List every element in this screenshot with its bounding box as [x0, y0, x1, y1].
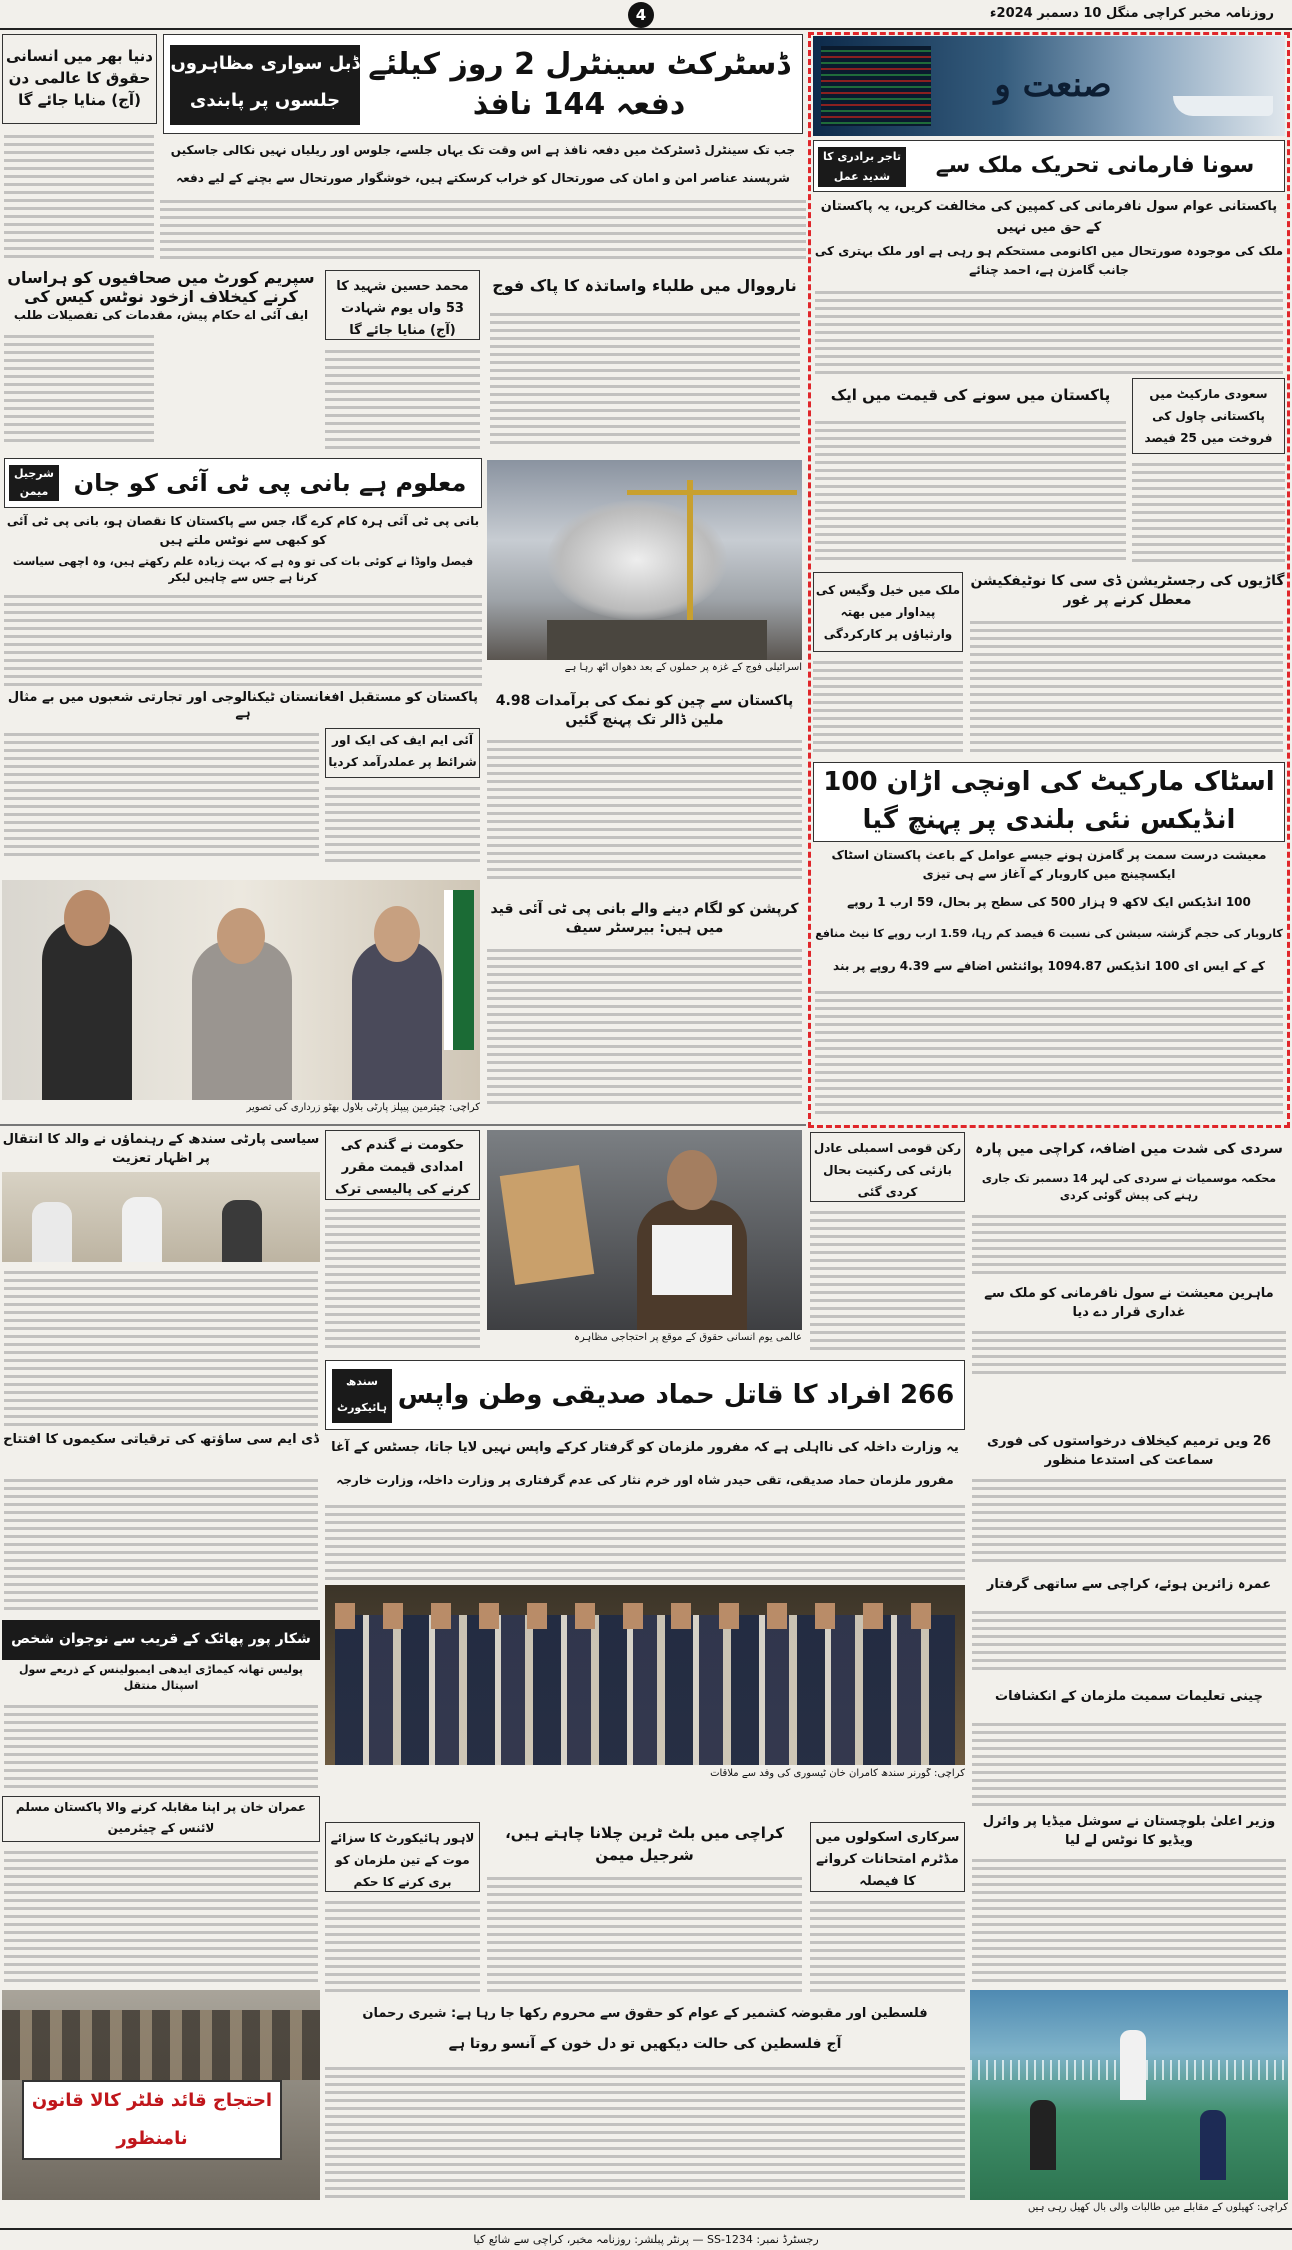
- subheadline-civil-disobedience-2: ملک کی موجودہ صورتحال میں اکانومی مستحکم ہو رہی ہے اور ملک بہتری کی جانب گامزن ہے، احمد چنائے: [814, 244, 1284, 277]
- banner-sub-box: ڈبل سواری مظاہروں جلسوں پر پابندی: [170, 45, 360, 125]
- smoke-cloud: [547, 500, 727, 620]
- protest-banner: احتجاج قائد فلٹر کالا قانون نامنظور: [22, 2080, 282, 2160]
- article-body: [972, 1718, 1286, 1808]
- article-body: [810, 1206, 965, 1356]
- article-body: [4, 590, 482, 690]
- headline-stock-100-index: اسٹاک مارکیٹ کی اونچی اڑان 100 انڈیکس نئی بلندی پر پہنچ گیا: [813, 762, 1285, 842]
- headline-shikarpur: شکار پور پھاٹک کے قریب سے نوجوان شخص: [2, 1620, 320, 1660]
- photo-bilawal-meeting: [2, 880, 480, 1100]
- headline-supreme-court: سپریم کورٹ میں صحافیوں کو ہراساں کرنے کیخلاف ازخود نوٹس کیس کی: [7, 268, 315, 306]
- subheadline-stock: معیشت درست سمت پر گامزن ہونے جیسے عوامل کے باعث پاکستان اسٹاک ایکسچینج میں کاروبار کے آغاز سے ہی تیزی: [831, 848, 1267, 881]
- section-title: صنعت و: [994, 65, 1112, 105]
- headline-umrah-pilgrims: عمرہ زائرین ہوئے، کراچی سے ساتھی گرفتار: [986, 1577, 1272, 1592]
- photo-condolence: [2, 1172, 320, 1262]
- subheadline-sherry-rehman: آج فلسطین کی حالت دیکھیں تو دل خون کے آنسو روتا ہے: [448, 2036, 842, 2052]
- person-head: [374, 906, 420, 962]
- subheadline-pti: بانی پی ٹی آئی ہرہ کام کرے گا، جس سے پاکستان کا نقصان ہو، بانی پی ٹی آئی کو کبھی سے نوٹس ملتے ہیں: [6, 514, 480, 547]
- article-body: [487, 1872, 802, 1997]
- article-body: [970, 616, 1283, 756]
- headline-condolence: سیاسی پارٹی سندھ کے رہنماؤں نے والد کا انتقال پر اظہار تعزیت: [2, 1132, 320, 1166]
- photo-caption: کراچی: چیئرمین پیپلز پارٹی بلاول بھٹو زرداری کی تصویر: [246, 1102, 480, 1113]
- photo-gaza-smoke: [487, 460, 802, 660]
- photo-caption: اسرائیلی فوج کے غزہ پر حملوں کے بعد دھواں اٹھ رہا ہے: [564, 662, 802, 673]
- group-heads: [335, 1603, 955, 1629]
- article-body: [972, 1854, 1286, 1984]
- person-head: [64, 890, 110, 946]
- subheadline-hammad-2: مفرور ملزمان حماد صدیقی، تقی حیدر شاہ اور خرم نثار کی عدم گرفتاری پر وزارت داخلہ، وزارت خارجہ: [336, 1473, 954, 1487]
- headline-salt-exports: پاکستان سے چین کو نمک کی برآمدات 4.98 ملین ڈالر تک پہنچ گئیں: [495, 693, 794, 728]
- headline-26th-amendment: 26 ویں ترمیم کیخلاف درخواستوں کی فوری سماعت کی استدعا منظور: [987, 1434, 1271, 1468]
- headline-rice-exports: سعودی مارکیٹ میں پاکستانی چاول کی فروخت میں 25 فیصد: [1132, 378, 1285, 454]
- article-body: [4, 130, 154, 265]
- article-body: [4, 330, 154, 450]
- ship-icon: [1173, 96, 1273, 116]
- article-body: [4, 1266, 318, 1426]
- article-body: [325, 1204, 480, 1354]
- subheadline-hammad: یہ وزارت داخلہ کی نااہلی ہے کہ مفرور ملزمان کو گرفتار کرکے واپس نہیں لایا جاتا، جسٹس کے آغا: [331, 1440, 959, 1455]
- headline-balochistan-cm: وزیر اعلیٰ بلوچستان نے سوشل میڈیا پر وائرل ویڈیو کا نوٹس لے لیا: [982, 1814, 1276, 1848]
- banner-lead-2: شرپسند عناصر امن و امان کی صورتحال کو خراب کرسکتے ہیں، خوشگوار صورتحال سے بچنے کے لیے دفعہ: [176, 171, 790, 185]
- article-body: [815, 416, 1126, 566]
- person-head: [217, 908, 265, 964]
- headline-imf: آئی ایم ایف کی ایک اور شرائط پر عملدرآمد کردیا: [325, 728, 480, 778]
- article-body: [815, 986, 1283, 1122]
- photo-human-rights-protest: [487, 1130, 802, 1330]
- top-banner: [163, 34, 803, 134]
- person: [352, 940, 442, 1100]
- person: [222, 1200, 262, 1262]
- article-body: [487, 735, 802, 895]
- flag: [444, 890, 474, 1050]
- article-body: [810, 1896, 965, 1996]
- headline-sherry-rehman: فلسطین اور مقبوضہ کشمیر کے عوام کو حقوق سے محروم رکھا جا رہا ہے: شیری رحمان: [362, 2006, 928, 2021]
- group-people: [335, 1615, 955, 1765]
- headline-afghanistan: پاکستان کو مستقبل افغانستان ٹیکنالوجی اور تجارتی شعبوں میں بے مثال ہے: [7, 690, 479, 721]
- article-body: [490, 308, 800, 458]
- footer: رجسٹرڈ نمبر: SS-1234 — پرنٹر پبلشر: روزنامہ مخبر، کراچی سے شائع کیا: [0, 2228, 1292, 2250]
- photo-governor-delegation: [325, 1585, 965, 1765]
- subheadline-shikarpur: پولیس تھانہ کیماڑی ایدھی ایمبولینس کے ذریعے سول اسپتال منتقل: [18, 1663, 304, 1692]
- article-body: [4, 1474, 318, 1614]
- person: [42, 920, 132, 1100]
- date-line: روزنامہ مخبر کراچی منگل 10 دسمبر 2024ء: [989, 6, 1274, 21]
- article-body: [325, 1896, 480, 1996]
- divider: [0, 1124, 806, 1126]
- article-body: [972, 1210, 1286, 1280]
- headline-cold-wave: سردی کی شدت میں اضافہ، کراچی میں پارہ: [975, 1141, 1283, 1157]
- headline-economists: ماہرین معیشت نے سول نافرمانی کو ملک سے غداری قرار دے دیا: [984, 1286, 1274, 1320]
- article-body: [1132, 458, 1285, 568]
- article-body: [487, 944, 802, 1114]
- subheadline-supreme-court: ایف آئی اے حکام پیش، مقدمات کی تفصیلات طلب: [13, 308, 309, 322]
- building: [547, 620, 767, 660]
- poster: [652, 1225, 732, 1295]
- headline-lahore-high-court: لاہور ہائیکورٹ کا سزائے موت کے تین ملزمان کو بری کرنے کا حکم: [325, 1822, 480, 1892]
- headline-revelations: چینی تعلیمات سمیت ملزمان کے انکشافات: [995, 1689, 1263, 1704]
- headline-wheat-price: حکومت نے گندم کی امدادی قیمت مقرر کرنے کی پالیسی ترک: [325, 1130, 480, 1200]
- hammad-siddiqui-banner: 266 افراد کا قاتل حماد صدیقی وطن واپس سندھ ہائیکورٹ: [325, 1360, 965, 1430]
- article-body: [160, 195, 806, 265]
- headline-hussain-shaheed: محمد حسین شہید کا 53 واں یوم شہادت (آج) منایا جائے گا: [325, 270, 480, 340]
- article-body: [325, 1500, 965, 1580]
- article-body: [815, 286, 1283, 376]
- headline-oil-gas: ملک میں خیل وگیس کی پیداوار میں بھتہ وارثیاؤں پر کارکردگی: [813, 572, 963, 652]
- crowd: [2, 2010, 320, 2080]
- article-body: [972, 1606, 1286, 1676]
- banner-lead: جب تک سینٹرل ڈسٹرکٹ میں دفعہ نافذ ہے اس وقت تک یہاں جلسے، جلوس اور ریلیاں نہیں نکالی جاسکیں: [170, 143, 796, 157]
- person-head: [667, 1150, 717, 1210]
- masthead: [0, 0, 1292, 30]
- photo-caption: کراچی: کھیلوں کے مقابلے میں طالبات والی بال کھیل رہی ہیں: [1027, 2202, 1288, 2213]
- player: [1200, 2110, 1226, 2180]
- subheadline-stock-3: کاروبار کی حجم گزشتہ سیشن کی نسبت 6 فیصد کم رہا، 1.59 ارب روپے کا نیٹ منافع: [815, 927, 1283, 940]
- headline-imran-khan: عمران خان پر اپنا مقابلہ کرنے والا پاکستان مسلم لائنس کے چیئرمین: [2, 1796, 320, 1842]
- headline-civil-disobedience: سونا فارمانی تحریک ملک سے تاجر برادری کا شدید عمل: [813, 140, 1285, 192]
- player: [1030, 2100, 1056, 2170]
- subheadline-pti-2: فیصل واوڈا نے کوئی بات کی تو وہ ہے کہ بہت زیادہ علم رکھتے ہیں، وہ اچھی سیاست کرنا ہے جس سے چاہیں لیکر: [12, 555, 474, 584]
- headline-gold-price: پاکستان میں سونے کی قیمت میں ایک: [830, 386, 1111, 404]
- page-number: 4: [628, 2, 654, 28]
- subheadline-stock-2: 100 انڈیکس ایک لاکھ 9 ہزار 500 کی سطح پر بحال، 59 ارب 1 روپے: [847, 895, 1251, 909]
- headline-vehicle-registration: گاڑیوں کی رجسٹریشن ڈی سی کا نوٹیفکیشن معطل کرنے پر غور: [970, 573, 1285, 608]
- placard: [500, 1165, 595, 1285]
- headline-pti-threat: معلوم ہے بانی پی ٹی آئی کو جان شرجیل میمن: [4, 458, 482, 508]
- person: [32, 1202, 72, 1262]
- article-body: [4, 1700, 318, 1790]
- human-rights-day-box: دنیا بھر میں انسانی حقوق کا عالمی دن (آج) منایا جائے گا: [2, 34, 157, 124]
- person: [192, 940, 292, 1100]
- article-body: [4, 728, 319, 868]
- headline-midterm-exams: سرکاری اسکولوں میں مڈٹرم امتحانات کروانے کا فیصلہ: [810, 1822, 965, 1892]
- headline-adil-bazai: رکن قومی اسمبلی عادل بازئی کی رکنیت بحال کردی گئی: [810, 1132, 965, 1202]
- person: [122, 1197, 162, 1262]
- headline-narowal: نارووال میں طلباء واساتذہ کا پاک فوج: [492, 276, 797, 295]
- subheadline-cold-wave: محکمہ موسمیات نے سردی کی لہر 14 دسمبر تک جاری رہنے کی پیش گوئی کردی: [981, 1172, 1277, 1202]
- banner-headline: ڈسٹرکٹ سینٹرل 2 روز کیلئے دفعہ 144 نافذ: [368, 47, 790, 122]
- article-body: [972, 1326, 1286, 1376]
- headline-dmc-south: ڈی ایم سی ساؤتھ کی ترقیاتی سکیموں کا افتتاح: [3, 1432, 319, 1447]
- photo-caption: کراچی: گورنر سندھ کامران خان ٹیسوری کی وفد سے ملاقات: [710, 1768, 965, 1779]
- player: [1120, 2030, 1146, 2100]
- photo-protest-banner: [2, 1990, 320, 2200]
- article-body: [4, 1846, 318, 1986]
- headline-barrister-saif: کرپشن کو لگام دینے والے بانی پی ٹی آئی قید میں ہیں: بیرسٹر سیف: [490, 901, 799, 936]
- article-body: [813, 656, 963, 756]
- crane-arm: [627, 490, 797, 495]
- article-body: [325, 2062, 965, 2202]
- subheadline-stock-4: کے کے ایس ای 100 انڈیکس 1094.87 پوائنٹس اضافے سے 4.39 روپے پر بند: [833, 959, 1265, 973]
- headline-bullet-train: کراچی میں بلٹ ٹرین چلانا چاہتے ہیں، شرجیل میمن: [505, 1824, 784, 1864]
- photo-volleyball: [970, 1990, 1288, 2200]
- photo-caption: عالمی یوم انسانی حقوق کے موقع پر احتجاجی مظاہرہ: [574, 1332, 802, 1343]
- article-body: [325, 782, 480, 868]
- article-body: [972, 1474, 1286, 1564]
- trading-screen: [821, 46, 931, 126]
- business-header-image: [813, 36, 1285, 136]
- subheadline-civil-disobedience: پاکستانی عوام سول نافرمانی کی کمپین کی مخالفت کریں، یہ پاکستان کے حق میں نہیں: [820, 199, 1278, 235]
- article-body: [325, 345, 480, 455]
